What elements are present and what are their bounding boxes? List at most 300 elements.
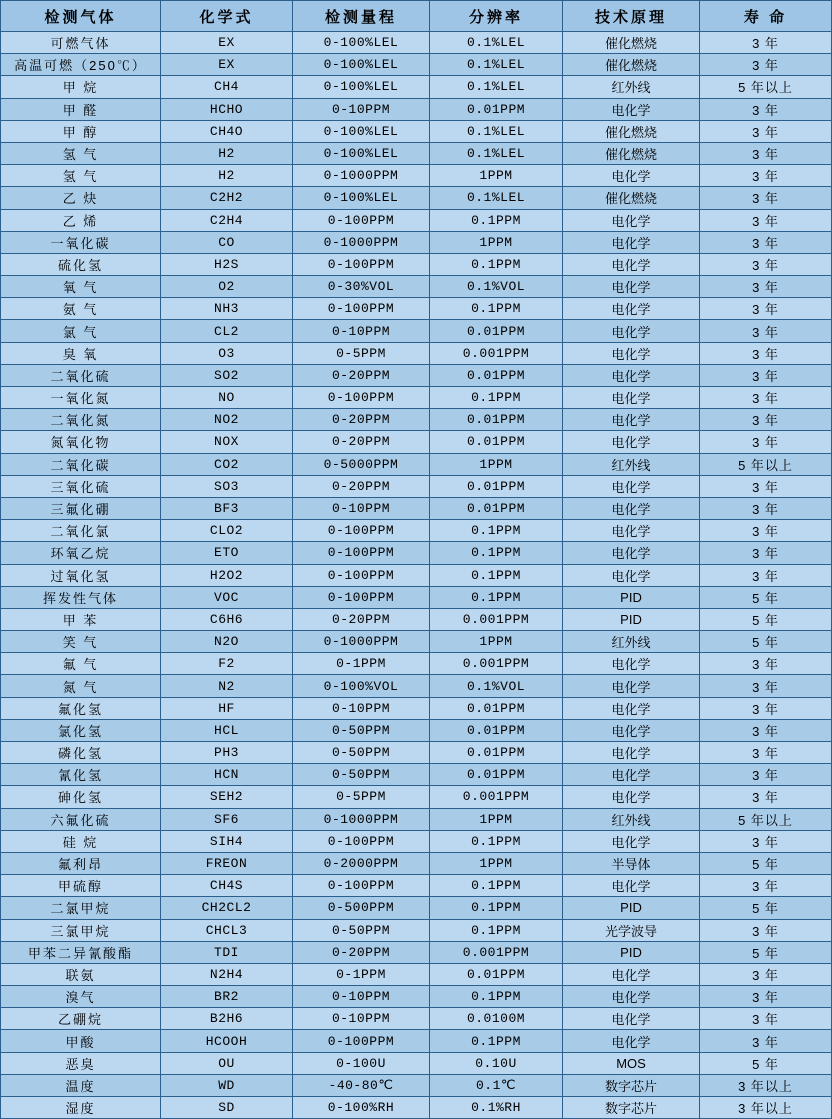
table-row <box>1 742 832 764</box>
cell-gas-name: 二氧化氮 <box>1 409 161 431</box>
cell-detection-range: 0-20PPM <box>293 364 430 386</box>
cell-lifetime: 3 年 <box>700 520 832 542</box>
cell-lifetime: 3 年 <box>700 364 832 386</box>
cell-technical-principle: PID <box>563 941 700 963</box>
table-row <box>1 342 832 364</box>
cell-technical-principle: 电化学 <box>563 165 700 187</box>
cell-resolution: 0.1PPM <box>430 897 563 919</box>
cell-detection-range: 0-1PPM <box>293 653 430 675</box>
table-row <box>1 830 832 852</box>
cell-lifetime: 3 年 <box>700 387 832 409</box>
cell-resolution: 0.01PPM <box>430 963 563 985</box>
cell-detection-range: 0-100PPM <box>293 298 430 320</box>
cell-gas-name: 臭 氧 <box>1 342 161 364</box>
cell-detection-range: 0-10PPM <box>293 1008 430 1030</box>
table-row <box>1 631 832 653</box>
cell-technical-principle: 电化学 <box>563 520 700 542</box>
cell-detection-range: 0-5PPM <box>293 786 430 808</box>
cell-chemical-formula: SD <box>161 1097 293 1119</box>
cell-gas-name: 挥发性气体 <box>1 586 161 608</box>
cell-detection-range: 0-20PPM <box>293 409 430 431</box>
cell-technical-principle: 电化学 <box>563 298 700 320</box>
cell-detection-range: 0-20PPM <box>293 431 430 453</box>
table-row <box>1 542 832 564</box>
cell-detection-range: 0-100%LEL <box>293 54 430 76</box>
cell-resolution: 1PPM <box>430 453 563 475</box>
cell-detection-range: 0-1PPM <box>293 963 430 985</box>
cell-technical-principle: 红外线 <box>563 808 700 830</box>
cell-chemical-formula: CH4S <box>161 875 293 897</box>
cell-lifetime: 3 年 <box>700 409 832 431</box>
cell-resolution: 0.1%LEL <box>430 120 563 142</box>
cell-chemical-formula: F2 <box>161 653 293 675</box>
cell-resolution: 1PPM <box>430 631 563 653</box>
cell-technical-principle: 电化学 <box>563 231 700 253</box>
cell-gas-name: 氮氧化物 <box>1 431 161 453</box>
cell-technical-principle: 电化学 <box>563 1030 700 1052</box>
cell-detection-range: 0-50PPM <box>293 764 430 786</box>
cell-chemical-formula: HCN <box>161 764 293 786</box>
cell-detection-range: 0-50PPM <box>293 719 430 741</box>
cell-chemical-formula: N2O <box>161 631 293 653</box>
cell-lifetime: 3 年 <box>700 431 832 453</box>
cell-resolution: 0.01PPM <box>430 742 563 764</box>
table-row <box>1 187 832 209</box>
cell-chemical-formula: EX <box>161 54 293 76</box>
cell-detection-range: 0-100%LEL <box>293 32 430 54</box>
cell-technical-principle: 半导体 <box>563 852 700 874</box>
table-row <box>1 1097 832 1119</box>
cell-resolution: 0.1PPM <box>430 298 563 320</box>
cell-resolution: 0.1%VOL <box>430 675 563 697</box>
cell-lifetime: 3 年 <box>700 764 832 786</box>
cell-lifetime: 3 年 <box>700 320 832 342</box>
cell-resolution: 0.1%VOL <box>430 276 563 298</box>
cell-lifetime: 5 年以上 <box>700 453 832 475</box>
cell-chemical-formula: OU <box>161 1052 293 1074</box>
cell-technical-principle: 电化学 <box>563 764 700 786</box>
cell-gas-name: 湿度 <box>1 1097 161 1119</box>
cell-resolution: 0.001PPM <box>430 941 563 963</box>
table-row <box>1 453 832 475</box>
column-header-formula: 化学式 <box>161 1 293 32</box>
column-header-gas: 检测气体 <box>1 1 161 32</box>
cell-technical-principle: 电化学 <box>563 875 700 897</box>
cell-resolution: 0.1PPM <box>430 387 563 409</box>
cell-lifetime: 5 年 <box>700 852 832 874</box>
table-row <box>1 209 832 231</box>
cell-detection-range: 0-1000PPM <box>293 231 430 253</box>
cell-resolution: 0.01PPM <box>430 764 563 786</box>
cell-detection-range: 0-5PPM <box>293 342 430 364</box>
cell-chemical-formula: WD <box>161 1074 293 1096</box>
table-row <box>1 231 832 253</box>
cell-gas-name: 高温可燃（250℃） <box>1 54 161 76</box>
table-row <box>1 808 832 830</box>
cell-resolution: 1PPM <box>430 852 563 874</box>
cell-technical-principle: 电化学 <box>563 653 700 675</box>
cell-detection-range: 0-10PPM <box>293 697 430 719</box>
cell-resolution: 0.1PPM <box>430 875 563 897</box>
cell-chemical-formula: CO2 <box>161 453 293 475</box>
cell-technical-principle: 催化燃烧 <box>563 32 700 54</box>
cell-gas-name: 二氯甲烷 <box>1 897 161 919</box>
cell-chemical-formula: SO2 <box>161 364 293 386</box>
cell-resolution: 0.1PPM <box>430 209 563 231</box>
cell-technical-principle: PID <box>563 586 700 608</box>
cell-technical-principle: 电化学 <box>563 742 700 764</box>
cell-gas-name: 甲 苯 <box>1 608 161 630</box>
table-row <box>1 520 832 542</box>
cell-resolution: 0.01PPM <box>430 98 563 120</box>
cell-gas-name: 砷化氢 <box>1 786 161 808</box>
table-row <box>1 387 832 409</box>
table-row <box>1 320 832 342</box>
table-row <box>1 54 832 76</box>
table-row <box>1 897 832 919</box>
cell-resolution: 0.1PPM <box>430 919 563 941</box>
cell-lifetime: 3 年以上 <box>700 1097 832 1119</box>
cell-chemical-formula: SIH4 <box>161 830 293 852</box>
cell-chemical-formula: HF <box>161 697 293 719</box>
cell-resolution: 0.1PPM <box>430 830 563 852</box>
table-row <box>1 608 832 630</box>
table-row <box>1 142 832 164</box>
cell-detection-range: 0-30%VOL <box>293 276 430 298</box>
cell-gas-name: 甲 醇 <box>1 120 161 142</box>
cell-detection-range: 0-100PPM <box>293 387 430 409</box>
cell-resolution: 0.10U <box>430 1052 563 1074</box>
cell-detection-range: 0-100PPM <box>293 209 430 231</box>
cell-detection-range: 0-500PPM <box>293 897 430 919</box>
cell-resolution: 0.01PPM <box>430 364 563 386</box>
cell-lifetime: 3 年 <box>700 786 832 808</box>
cell-lifetime: 3 年 <box>700 1008 832 1030</box>
cell-gas-name: 氰化氢 <box>1 764 161 786</box>
cell-detection-range: 0-10PPM <box>293 497 430 519</box>
cell-technical-principle: 电化学 <box>563 209 700 231</box>
table-row <box>1 409 832 431</box>
cell-chemical-formula: CH4 <box>161 76 293 98</box>
cell-detection-range: 0-100PPM <box>293 830 430 852</box>
table-row <box>1 675 832 697</box>
cell-resolution: 0.001PPM <box>430 608 563 630</box>
cell-resolution: 1PPM <box>430 231 563 253</box>
cell-technical-principle: 电化学 <box>563 320 700 342</box>
cell-chemical-formula: H2 <box>161 165 293 187</box>
column-header-resolution: 分辨率 <box>430 1 563 32</box>
cell-resolution: 1PPM <box>430 165 563 187</box>
cell-gas-name: 甲 烷 <box>1 76 161 98</box>
table-row <box>1 719 832 741</box>
cell-lifetime: 3 年 <box>700 719 832 741</box>
cell-chemical-formula: VOC <box>161 586 293 608</box>
cell-technical-principle: 红外线 <box>563 76 700 98</box>
cell-resolution: 0.01PPM <box>430 431 563 453</box>
cell-detection-range: 0-1000PPM <box>293 165 430 187</box>
cell-lifetime: 3 年 <box>700 475 832 497</box>
cell-lifetime: 3 年 <box>700 697 832 719</box>
cell-chemical-formula: H2 <box>161 142 293 164</box>
table-row <box>1 76 832 98</box>
cell-resolution: 0.01PPM <box>430 719 563 741</box>
cell-resolution: 0.1%LEL <box>430 187 563 209</box>
table-body <box>1 32 832 1119</box>
cell-detection-range: 0-100PPM <box>293 1030 430 1052</box>
cell-lifetime: 5 年 <box>700 941 832 963</box>
cell-gas-name: 氨 气 <box>1 298 161 320</box>
cell-technical-principle: 红外线 <box>563 453 700 475</box>
cell-detection-range: -40-80℃ <box>293 1074 430 1096</box>
table-row <box>1 941 832 963</box>
cell-chemical-formula: CO <box>161 231 293 253</box>
cell-chemical-formula: SO3 <box>161 475 293 497</box>
cell-gas-name: 甲酸 <box>1 1030 161 1052</box>
cell-detection-range: 0-100PPM <box>293 520 430 542</box>
cell-lifetime: 3 年 <box>700 875 832 897</box>
cell-technical-principle: 催化燃烧 <box>563 187 700 209</box>
cell-chemical-formula: C6H6 <box>161 608 293 630</box>
cell-lifetime: 3 年 <box>700 120 832 142</box>
cell-chemical-formula: SEH2 <box>161 786 293 808</box>
cell-lifetime: 5 年以上 <box>700 808 832 830</box>
cell-lifetime: 3 年以上 <box>700 1074 832 1096</box>
cell-gas-name: 二氧化氯 <box>1 520 161 542</box>
cell-gas-name: 氟利昂 <box>1 852 161 874</box>
cell-detection-range: 0-10PPM <box>293 98 430 120</box>
cell-gas-name: 磷化氢 <box>1 742 161 764</box>
cell-gas-name: 环氧乙烷 <box>1 542 161 564</box>
cell-resolution: 0.001PPM <box>430 653 563 675</box>
cell-chemical-formula: O2 <box>161 276 293 298</box>
cell-lifetime: 3 年 <box>700 209 832 231</box>
cell-gas-name: 氮 气 <box>1 675 161 697</box>
cell-technical-principle: 数字芯片 <box>563 1097 700 1119</box>
cell-lifetime: 3 年 <box>700 298 832 320</box>
cell-chemical-formula: O3 <box>161 342 293 364</box>
cell-resolution: 0.1PPM <box>430 253 563 275</box>
cell-detection-range: 0-100PPM <box>293 542 430 564</box>
header-row <box>1 1 832 32</box>
cell-lifetime: 3 年 <box>700 830 832 852</box>
table-row <box>1 475 832 497</box>
cell-lifetime: 5 年 <box>700 897 832 919</box>
cell-gas-name: 可燃气体 <box>1 32 161 54</box>
cell-resolution: 0.1%LEL <box>430 142 563 164</box>
cell-lifetime: 3 年 <box>700 542 832 564</box>
cell-technical-principle: 电化学 <box>563 986 700 1008</box>
cell-chemical-formula: HCOOH <box>161 1030 293 1052</box>
cell-technical-principle: 电化学 <box>563 542 700 564</box>
cell-chemical-formula: H2O2 <box>161 564 293 586</box>
cell-lifetime: 3 年 <box>700 653 832 675</box>
cell-detection-range: 0-20PPM <box>293 475 430 497</box>
cell-detection-range: 0-1000PPM <box>293 631 430 653</box>
cell-chemical-formula: NH3 <box>161 298 293 320</box>
cell-detection-range: 0-100%VOL <box>293 675 430 697</box>
table-row <box>1 497 832 519</box>
cell-lifetime: 3 年 <box>700 142 832 164</box>
cell-gas-name: 氟化氢 <box>1 697 161 719</box>
cell-technical-principle: 电化学 <box>563 675 700 697</box>
table-row <box>1 1030 832 1052</box>
cell-chemical-formula: EX <box>161 32 293 54</box>
cell-lifetime: 3 年 <box>700 963 832 985</box>
cell-gas-name: 温度 <box>1 1074 161 1096</box>
cell-technical-principle: 催化燃烧 <box>563 54 700 76</box>
cell-technical-principle: 电化学 <box>563 564 700 586</box>
table-row <box>1 852 832 874</box>
cell-technical-principle: 电化学 <box>563 497 700 519</box>
cell-technical-principle: 催化燃烧 <box>563 142 700 164</box>
cell-detection-range: 0-50PPM <box>293 919 430 941</box>
cell-gas-name: 溴气 <box>1 986 161 1008</box>
cell-resolution: 0.0100M <box>430 1008 563 1030</box>
cell-gas-name: 甲 醛 <box>1 98 161 120</box>
cell-lifetime: 3 年 <box>700 253 832 275</box>
column-header-range: 检测量程 <box>293 1 430 32</box>
cell-lifetime: 5 年 <box>700 631 832 653</box>
cell-chemical-formula: ETO <box>161 542 293 564</box>
cell-technical-principle: 电化学 <box>563 431 700 453</box>
cell-gas-name: 六氟化硫 <box>1 808 161 830</box>
table-row <box>1 32 832 54</box>
table-header <box>1 1 832 32</box>
cell-detection-range: 0-100%LEL <box>293 142 430 164</box>
cell-detection-range: 0-100PPM <box>293 875 430 897</box>
cell-technical-principle: PID <box>563 897 700 919</box>
cell-resolution: 0.01PPM <box>430 697 563 719</box>
cell-technical-principle: PID <box>563 608 700 630</box>
cell-chemical-formula: BR2 <box>161 986 293 1008</box>
cell-lifetime: 3 年 <box>700 276 832 298</box>
cell-technical-principle: 电化学 <box>563 786 700 808</box>
cell-resolution: 0.1PPM <box>430 542 563 564</box>
cell-chemical-formula: SF6 <box>161 808 293 830</box>
cell-gas-name: 乙 烯 <box>1 209 161 231</box>
cell-resolution: 0.01PPM <box>430 409 563 431</box>
cell-lifetime: 3 年 <box>700 675 832 697</box>
cell-gas-name: 氧 气 <box>1 276 161 298</box>
cell-chemical-formula: C2H2 <box>161 187 293 209</box>
cell-chemical-formula: PH3 <box>161 742 293 764</box>
cell-detection-range: 0-20PPM <box>293 941 430 963</box>
table-row <box>1 1008 832 1030</box>
cell-resolution: 0.1%LEL <box>430 76 563 98</box>
cell-detection-range: 0-100PPM <box>293 564 430 586</box>
cell-chemical-formula: CHCL3 <box>161 919 293 941</box>
cell-gas-name: 硅 烷 <box>1 830 161 852</box>
table-row <box>1 276 832 298</box>
table-row <box>1 298 832 320</box>
cell-gas-name: 过氧化氢 <box>1 564 161 586</box>
cell-detection-range: 0-100%LEL <box>293 120 430 142</box>
cell-chemical-formula: CL2 <box>161 320 293 342</box>
cell-technical-principle: 电化学 <box>563 253 700 275</box>
cell-gas-name: 氯 气 <box>1 320 161 342</box>
table-row <box>1 431 832 453</box>
cell-gas-name: 三氟化硼 <box>1 497 161 519</box>
table-row <box>1 653 832 675</box>
cell-gas-name: 联氨 <box>1 963 161 985</box>
table-row <box>1 564 832 586</box>
cell-technical-principle: 电化学 <box>563 98 700 120</box>
cell-gas-name: 一氧化碳 <box>1 231 161 253</box>
cell-technical-principle: 电化学 <box>563 475 700 497</box>
cell-detection-range: 0-2000PPM <box>293 852 430 874</box>
cell-gas-name: 二氧化碳 <box>1 453 161 475</box>
cell-technical-principle: 电化学 <box>563 1008 700 1030</box>
table-row <box>1 1074 832 1096</box>
cell-chemical-formula: C2H4 <box>161 209 293 231</box>
cell-lifetime: 5 年 <box>700 1052 832 1074</box>
cell-lifetime: 3 年 <box>700 986 832 1008</box>
cell-gas-name: 甲苯二异氰酸酯 <box>1 941 161 963</box>
table-row <box>1 253 832 275</box>
table-row <box>1 120 832 142</box>
cell-gas-name: 乙硼烷 <box>1 1008 161 1030</box>
cell-gas-name: 三氯甲烷 <box>1 919 161 941</box>
table-row <box>1 586 832 608</box>
cell-technical-principle: 电化学 <box>563 830 700 852</box>
table-row <box>1 963 832 985</box>
cell-resolution: 0.1℃ <box>430 1074 563 1096</box>
cell-lifetime: 3 年 <box>700 32 832 54</box>
cell-technical-principle: 红外线 <box>563 631 700 653</box>
cell-gas-name: 恶臭 <box>1 1052 161 1074</box>
cell-lifetime: 3 年 <box>700 919 832 941</box>
cell-gas-name: 笑 气 <box>1 631 161 653</box>
cell-chemical-formula: HCL <box>161 719 293 741</box>
cell-resolution: 0.01PPM <box>430 320 563 342</box>
cell-lifetime: 5 年 <box>700 608 832 630</box>
cell-gas-name: 乙 炔 <box>1 187 161 209</box>
cell-resolution: 0.1%RH <box>430 1097 563 1119</box>
cell-technical-principle: 电化学 <box>563 387 700 409</box>
column-header-lifetime: 寿 命 <box>700 1 832 32</box>
cell-lifetime: 3 年 <box>700 98 832 120</box>
cell-gas-name: 氢 气 <box>1 142 161 164</box>
cell-detection-range: 0-5000PPM <box>293 453 430 475</box>
cell-detection-range: 0-100PPM <box>293 253 430 275</box>
cell-chemical-formula: FREON <box>161 852 293 874</box>
cell-chemical-formula: N2H4 <box>161 963 293 985</box>
table-row <box>1 697 832 719</box>
cell-detection-range: 0-50PPM <box>293 742 430 764</box>
table-row <box>1 986 832 1008</box>
cell-technical-principle: 电化学 <box>563 963 700 985</box>
table-row <box>1 875 832 897</box>
table-row <box>1 98 832 120</box>
cell-lifetime: 3 年 <box>700 342 832 364</box>
cell-chemical-formula: HCHO <box>161 98 293 120</box>
cell-lifetime: 3 年 <box>700 497 832 519</box>
cell-resolution: 0.01PPM <box>430 497 563 519</box>
cell-resolution: 0.1%LEL <box>430 32 563 54</box>
cell-lifetime: 5 年以上 <box>700 76 832 98</box>
cell-resolution: 1PPM <box>430 808 563 830</box>
cell-detection-range: 0-10PPM <box>293 320 430 342</box>
cell-technical-principle: 数字芯片 <box>563 1074 700 1096</box>
cell-resolution: 0.1PPM <box>430 564 563 586</box>
cell-detection-range: 0-100%LEL <box>293 187 430 209</box>
cell-gas-name: 氢 气 <box>1 165 161 187</box>
cell-detection-range: 0-20PPM <box>293 608 430 630</box>
table-row <box>1 764 832 786</box>
cell-gas-name: 一氧化氮 <box>1 387 161 409</box>
cell-resolution: 0.1PPM <box>430 1030 563 1052</box>
cell-detection-range: 0-1000PPM <box>293 808 430 830</box>
